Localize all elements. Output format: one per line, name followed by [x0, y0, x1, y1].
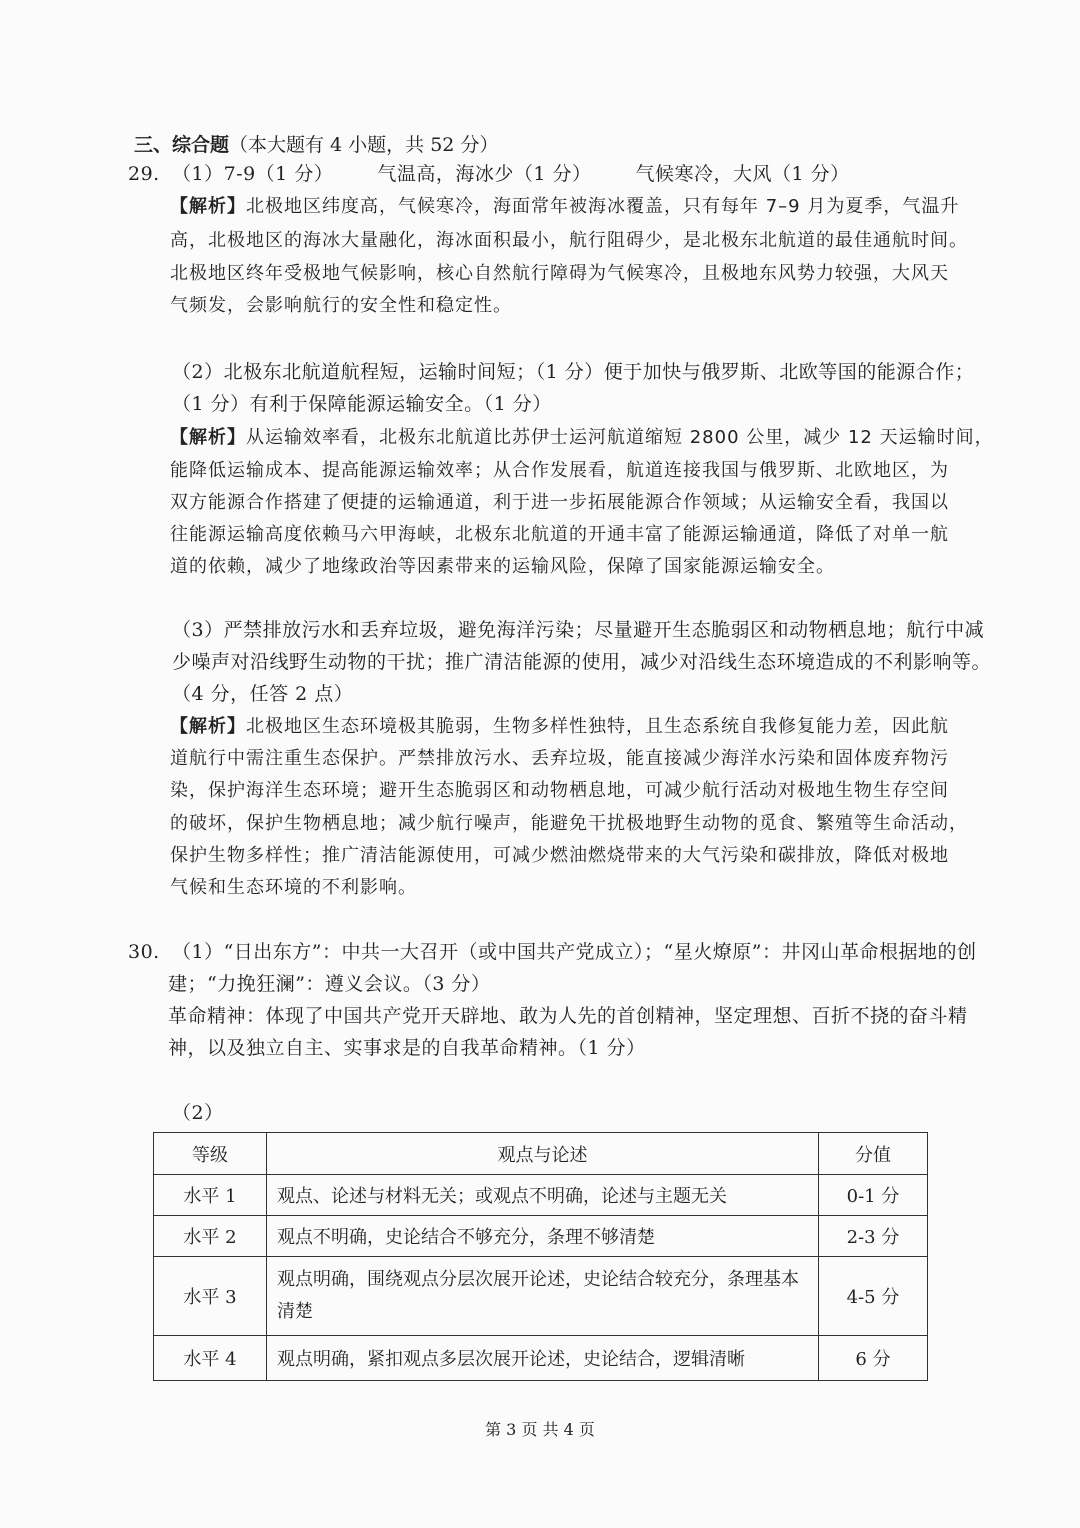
- q30-part1-line: 建；“力挽狂澜”：遵义会议。（3 分）: [168, 973, 491, 995]
- row-score: 2-3 分: [819, 1216, 928, 1257]
- section-heading: [134, 130, 498, 157]
- q29-p2-analysis-line: 双方能源合作搭建了便捷的运输通道，利于进一步拓展能源合作领域；从运输安全看，我国以: [170, 492, 949, 513]
- q30-part1-line: 神，以及独立自主、实事求是的自我革命精神。（1 分）: [168, 1037, 646, 1059]
- row-level: 水平 2: [154, 1216, 267, 1257]
- table-header-row: [154, 1133, 928, 1175]
- header-score: 分值: [819, 1133, 928, 1175]
- q30-number: 30.: [128, 941, 160, 963]
- table-row: [154, 1216, 928, 1257]
- q29-p3-analysis-line: 气候和生态环境的不利影响。: [170, 877, 417, 898]
- q29-p1-analysis-line: 高，北极地区的海冰大量融化，海冰面积最小，航行阻碍少，是北极东北航道的最佳通航时间。: [170, 230, 968, 251]
- page-footer: 第 3 页 共 4 页: [485, 1420, 595, 1439]
- row-score: 0-1 分: [819, 1175, 928, 1216]
- analysis-tag: 【解析】: [170, 196, 246, 217]
- q29-p1-analysis-line: 【解析】北极地区纬度高，气候寒冷，海面常年被海冰覆盖，只有每年 7–9 月为夏季，气温升: [170, 196, 960, 217]
- section-note: （本大题有 4 小题，共 52 分）: [229, 134, 499, 156]
- q30-part2-label: （2）: [172, 1102, 224, 1124]
- q29-part1-answer: [172, 158, 850, 190]
- q29-part3-answer-line: （4 分，任答 2 点）: [172, 683, 354, 705]
- header-description: 观点与论述: [267, 1133, 819, 1175]
- table-row: [154, 1175, 928, 1216]
- q29-p1-analysis-line: 气频发，会影响航行的安全性和稳定性。: [170, 295, 512, 316]
- q29-p3-analysis-line: 【解析】北极地区生态环境极其脆弱，生物多样性独特，且生态系统自我修复能力差，因此航: [170, 716, 949, 737]
- q30-part1-line: （1）“日出东方”：中共一大召开（或中国共产党成立）；“星火燎原”：井冈山革命根据地的创: [172, 941, 977, 963]
- scoring-rubric-table: [153, 1132, 928, 1381]
- q29-part3-answer-line: 少噪声对沿线野生动物的干扰；推广清洁能源的使用，减少对沿线生态环境造成的不利影响等。: [172, 651, 992, 673]
- row-description: 观点明确，围绕观点分层次展开论述，史论结合较充分，条理基本清楚: [267, 1257, 819, 1336]
- q29-p1-answer-c: 气候寒冷，大风（1 分）: [635, 163, 850, 185]
- q29-p1-analysis-line: 北极地区终年受极地气候影响，核心自然航行障碍为气候寒冷，且极地东风势力较强，大风天: [170, 263, 949, 284]
- table-row: [154, 1336, 928, 1381]
- row-level: 水平 4: [154, 1336, 267, 1381]
- analysis-tag: 【解析】: [170, 716, 246, 737]
- table-row: [154, 1257, 928, 1336]
- q29-p2-analysis-line: 往能源运输高度依赖马六甲海峡，北极东北航道的开通丰富了能源运输通道，降低了对单一航: [170, 524, 949, 545]
- q29-p3-analysis-line: 的破坏，保护生物栖息地；减少航行噪声，能避免干扰极地野生动物的觅食、繁殖等生命活动，: [170, 813, 968, 834]
- row-description: 观点不明确，史论结合不够充分，条理不够清楚: [267, 1216, 819, 1257]
- q29-part3-answer-line: （3）严禁排放污水和丢弃垃圾，避免海洋污染；尽量避开生态脆弱区和动物栖息地；航行中减: [172, 619, 985, 641]
- q29-p3-analysis-line: 染，保护海洋生态环境；避开生态脆弱区和动物栖息地，可减少航行活动对极地生物生存空间: [170, 780, 949, 801]
- row-description: 观点明确，紧扣观点多层次展开论述，史论结合，逻辑清晰: [267, 1336, 819, 1381]
- row-description: 观点、论述与材料无关；或观点不明确，论述与主题无关: [267, 1175, 819, 1216]
- q29-part2-answer-line: （2）北极东北航道航程短，运输时间短；（1 分）便于加快与俄罗斯、北欧等国的能源合作；: [172, 361, 975, 383]
- q29-p1-answer-a: （1）7-9（1 分）: [172, 163, 334, 185]
- row-level: 水平 3: [154, 1257, 267, 1336]
- analysis-tag: 【解析】: [170, 427, 246, 448]
- q29-number: 29.: [128, 163, 160, 185]
- q30-part1-line: 革命精神：体现了中国共产党开天辟地、敢为人先的首创精神，坚定理想、百折不挠的奋斗精: [168, 1005, 968, 1027]
- header-level: 等级: [154, 1133, 267, 1175]
- row-level: 水平 1: [154, 1175, 267, 1216]
- q29-p2-analysis-line: 【解析】从运输效率看，北极东北航道比苏伊士运河航道缩短 2800 公里，减少 12 天运输时间，: [170, 427, 994, 448]
- q29-p1-answer-b: 气温高，海冰少（1 分）: [377, 163, 592, 185]
- q29-p3-analysis-line: 保护生物多样性；推广清洁能源使用，可减少燃油燃烧带来的大气污染和碳排放，降低对极地: [170, 845, 949, 866]
- section-title: 三、综合题: [134, 134, 230, 156]
- row-score: 4-5 分: [819, 1257, 928, 1336]
- q29-part2-answer-line: （1 分）有利于保障能源运输安全。（1 分）: [172, 393, 552, 415]
- row-score: 6 分: [819, 1336, 928, 1381]
- q29-p3-analysis-line: 道航行中需注重生态保护。严禁排放污水、丢弃垃圾，能直接减少海洋水污染和固体废弃物污: [170, 748, 949, 769]
- q29-p2-analysis-line: 道的依赖，减少了地缘政治等因素带来的运输风险，保障了国家能源运输安全。: [170, 556, 835, 577]
- q29-p2-analysis-line: 能降低运输成本、提高能源运输效率；从合作发展看，航道连接我国与俄罗斯、北欧地区，为: [170, 460, 949, 481]
